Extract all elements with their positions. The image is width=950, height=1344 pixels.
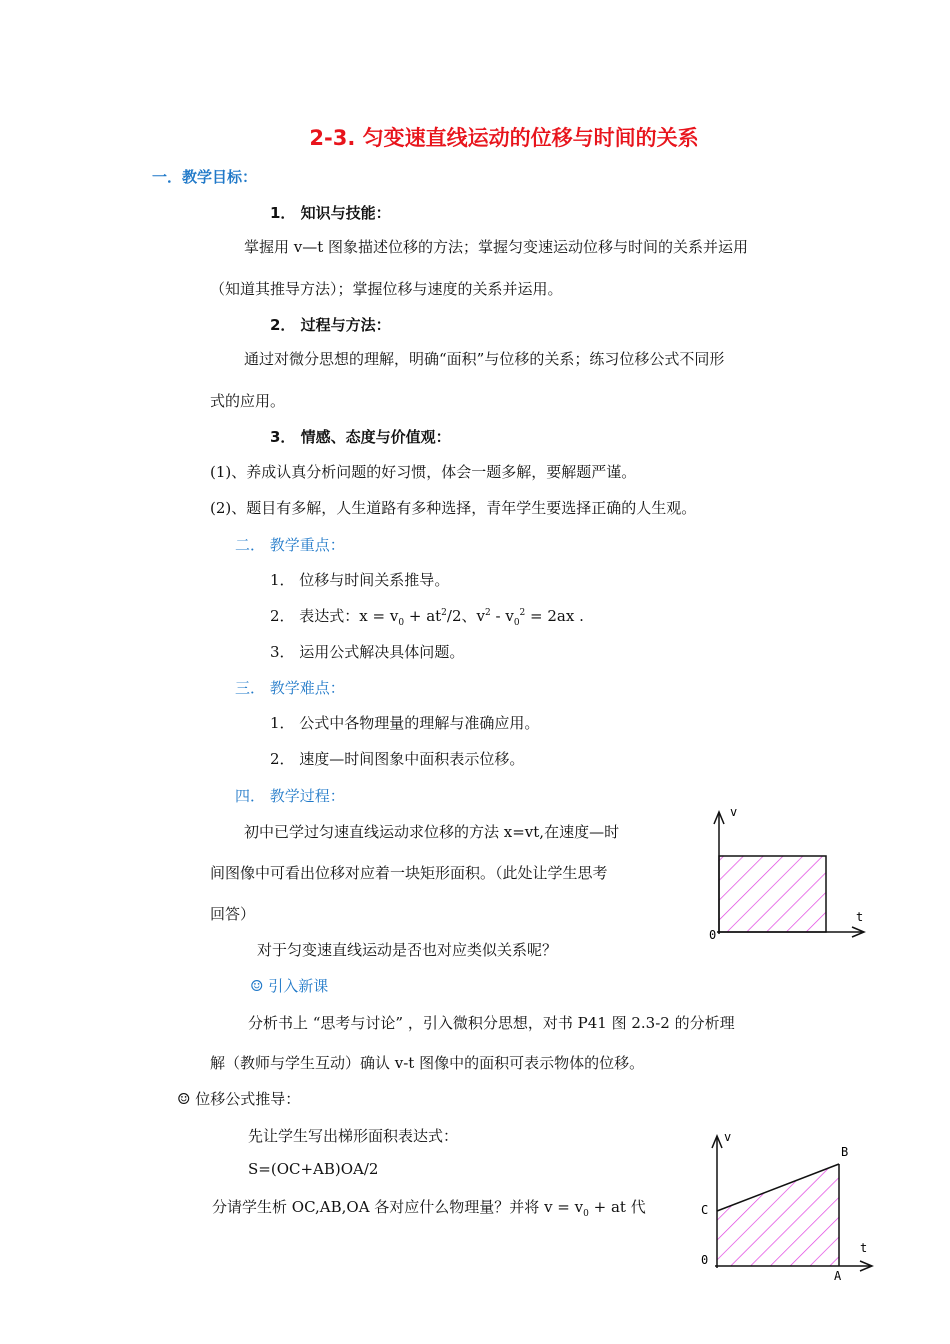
vt-graph-accelerated (692, 1126, 882, 1286)
formula-part: 2． 表达式：x = v (270, 607, 399, 625)
text-part: + at 代 (588, 1198, 646, 1216)
point-a-label: A (834, 1269, 842, 1283)
key-point-2-formula (270, 605, 584, 628)
superscript: 2 (519, 608, 526, 618)
new-lesson-heading: ☺ 引入新课 (250, 977, 329, 995)
t-axis-label: t (860, 1241, 868, 1255)
subscript: 0 (583, 1209, 589, 1219)
knowledge-text-line1: 掌握用 v—t 图象描述位移的方法；掌握匀变速运动位移与时间的关系并运用 (244, 238, 749, 256)
knowledge-heading: 1． 知识与技能： (270, 204, 391, 222)
key-point-3: 3． 运用公式解决具体问题。 (270, 643, 465, 661)
derivation-formula: S=(OC+AB)OA/2 (248, 1160, 379, 1178)
derivation-line2 (212, 1196, 646, 1219)
analysis-line2: 解（教师与学生互动）确认 v-t 图像中的面积可表示物体的位移。 (210, 1054, 645, 1072)
derivation-line1: 先让学生写出梯形面积表达式： (248, 1127, 459, 1145)
point-b-label: B (841, 1145, 849, 1159)
difficulty-2: 2． 速度—时间图象中面积表示位移。 (270, 750, 525, 768)
text-part: 分请学生析 OC,AB,OA 各对应什么物理量？并将 v = v (212, 1198, 584, 1216)
origin-label: 0 (709, 928, 717, 942)
process-method-heading: 2． 过程与方法： (270, 316, 391, 334)
process-text-line1: 通过对微分思想的理解，明确“面积”与位移的关系；练习位移公式不同形 (244, 350, 725, 368)
formula-part: = 2ax . (525, 607, 584, 625)
trapezoid-area (717, 1164, 839, 1266)
v-axis-label: v (730, 805, 738, 819)
key-point-1: 1． 位移与时间关系推导。 (270, 571, 450, 589)
formula-part: /2、v (446, 607, 485, 625)
knowledge-text-line2: （知道其推导方法）；掌握位移与速度的关系并运用。 (210, 280, 563, 298)
origin-label: 0 (701, 1253, 709, 1267)
t-axis-label: t (856, 910, 864, 924)
formula-part: - v (490, 607, 514, 625)
difficulty-heading: 三． 教学难点： (235, 679, 345, 697)
intro-question: 对于匀变速直线运动是否也对应类似关系呢？ (257, 941, 558, 959)
intro-line3: 回答） (210, 905, 256, 923)
subscript: 0 (513, 618, 520, 628)
subscript: 0 (398, 618, 405, 628)
emotion-heading: 3． 情感、态度与价值观： (270, 428, 451, 446)
page-title: 2-3. 匀变速直线运动的位移与时间的关系 (309, 126, 699, 150)
superscript: 2 (441, 608, 447, 618)
point-c-label: C (701, 1203, 709, 1217)
v-axis-label: v (724, 1130, 732, 1144)
difficulty-1: 1． 公式中各物理量的理解与准确应用。 (270, 714, 540, 732)
emotion-item-1: (1)、养成认真分析问题的好习惯，体会一题多解，要解题严谨。 (210, 463, 637, 481)
vt-graph-uniform (700, 800, 875, 950)
intro-line2: 间图像中可看出位移对应着一块矩形面积。（此处让学生思考 (210, 864, 608, 882)
analysis-line1: 分析书上 “思考与讨论” ，引入微积分思想，对书 P41 图 2.3-2 的分析理 (248, 1014, 735, 1032)
derivation-heading: ☺ 位移公式推导： (177, 1090, 301, 1108)
displacement-area (719, 856, 826, 932)
emotion-item-2: (2)、题目有多解，人生道路有多种选择，青年学生要选择正确的人生观。 (210, 499, 697, 517)
key-points-heading: 二． 教学重点： (235, 536, 345, 554)
formula-part: + at (404, 607, 442, 625)
superscript: 2 (484, 608, 491, 618)
teaching-process-heading: 四． 教学过程： (235, 787, 345, 805)
section-objectives-heading: 一．教学目标： (152, 168, 258, 186)
process-text-line2: 式的应用。 (210, 392, 286, 410)
intro-line1: 初中已学过匀速直线运动求位移的方法 x=vt,在速度—时 (244, 823, 620, 841)
